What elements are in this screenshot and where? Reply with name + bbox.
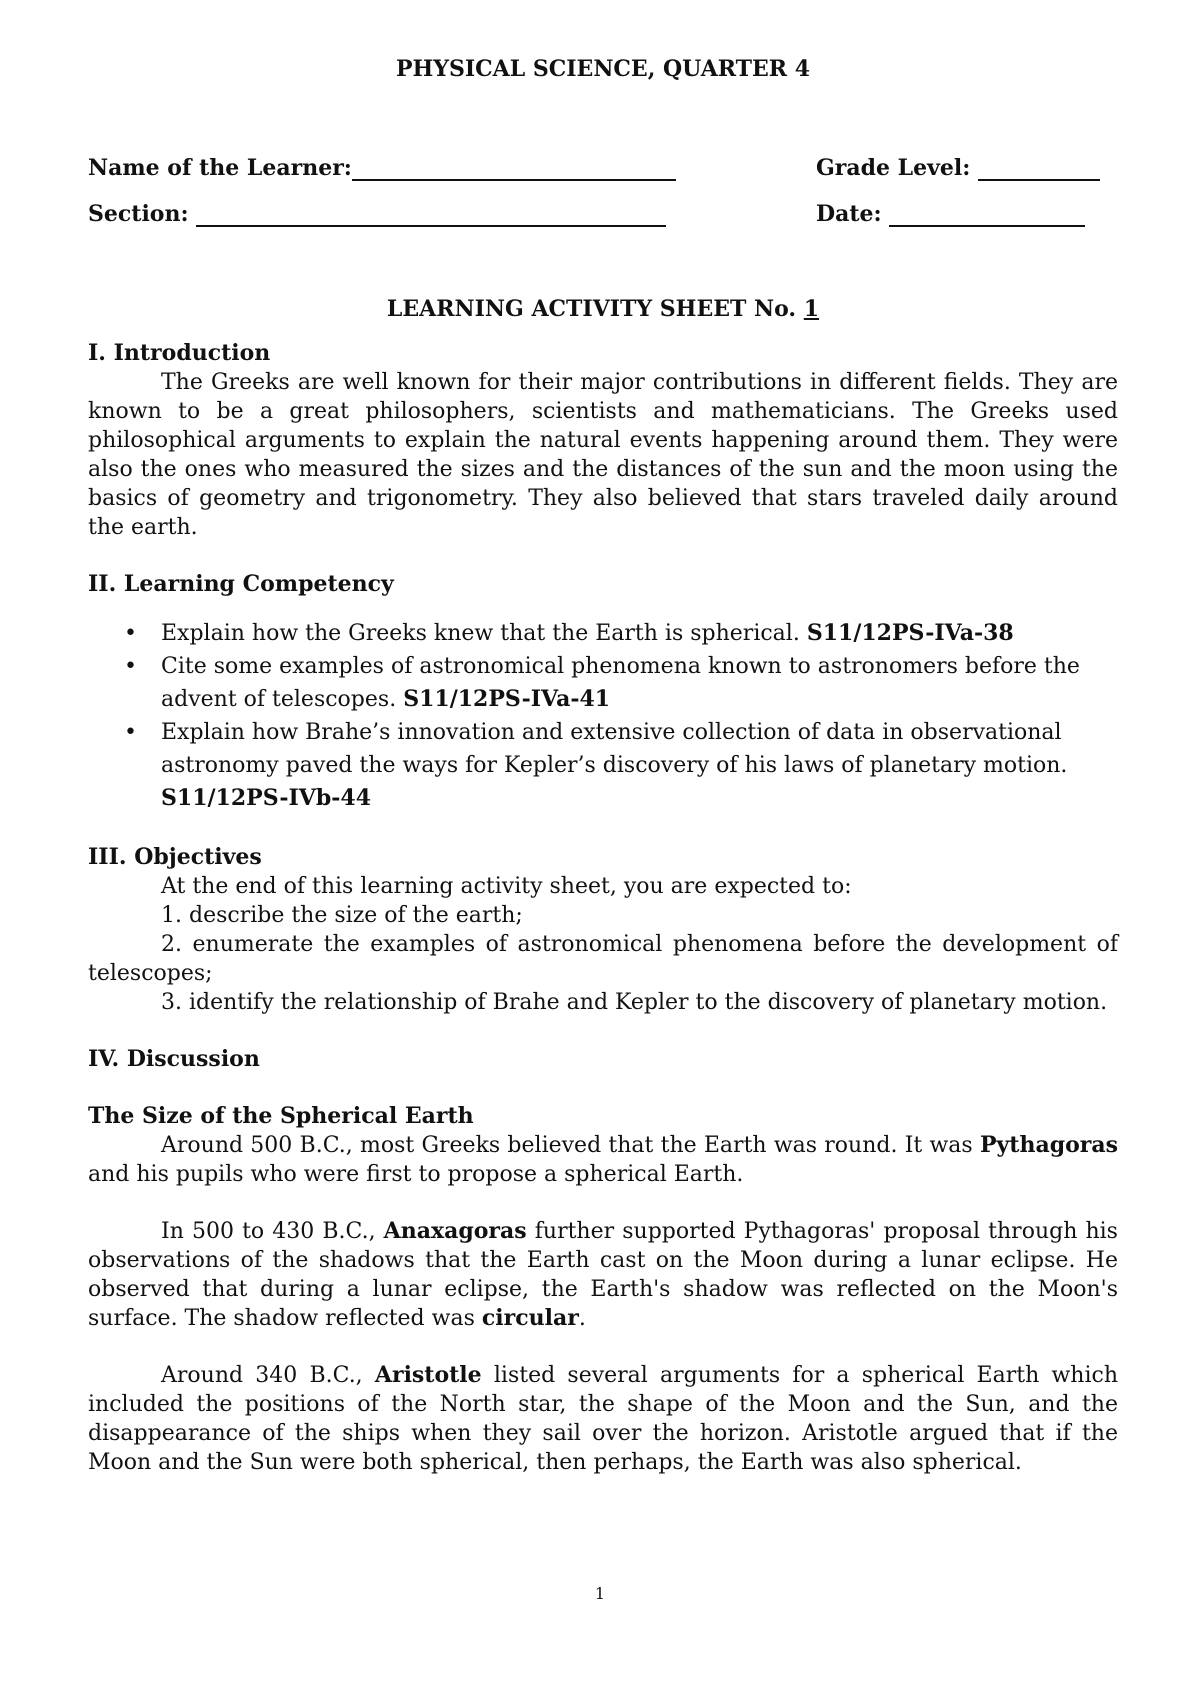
competency-list (88, 617, 1118, 815)
paragraph-text: . (578, 1306, 586, 1331)
document-body (88, 339, 1118, 1477)
paragraph-text: further supported Pythagoras' proposal through his observations of the shadows that the Earth cast on the Moon during a lunar eclipse. He observed that during a lunar eclipse, the Earth's shadow was reflected on the Moon's surface. The shadow reflected was (88, 1219, 1118, 1331)
list-item (88, 716, 1118, 815)
competency-code: S11/12PS-IVa-38 (806, 620, 1014, 646)
learner-name-label: Name of the Learner: (88, 155, 352, 181)
discussion-paragraph-3 (88, 1361, 1118, 1477)
discussion-paragraph-1 (88, 1131, 1118, 1189)
paragraph-text: Around 340 B.C., (161, 1363, 363, 1388)
paragraph-text: and his pupils who were first to propose a spherical Earth. (88, 1162, 744, 1187)
objective-item: 1. describe the size of the earth; (161, 903, 523, 928)
list-item (88, 650, 1118, 716)
section-label: Section: (88, 201, 189, 227)
bullet-icon: • (124, 720, 137, 745)
objective-item: 3. identify the relationship of Brahe and Kepler to the discovery of planetary motion. (161, 990, 1108, 1015)
learner-name-blank (352, 155, 676, 181)
document-title: PHYSICAL SCIENCE, QUARTER 4 (395, 56, 811, 82)
competency-text: Explain how Brahe’s innovation and extensive collection of data in observational astronomy paved the ways for Kepler’s discovery of his laws of planetary motion. (161, 720, 1068, 778)
page-number: 1 (594, 1584, 606, 1603)
introduction-heading: I. Introduction (88, 340, 271, 366)
date-field (816, 201, 1085, 227)
paragraph-text: Around 500 B.C., most Greeks believed that the Earth was round. It was (161, 1133, 973, 1158)
learner-name-field (88, 155, 676, 181)
date-label: Date: (816, 201, 882, 227)
section-field (88, 201, 666, 227)
competency-code: S11/12PS-IVb-44 (161, 785, 372, 811)
bullet-icon: • (124, 621, 137, 646)
sheet-title-prefix: LEARNING ACTIVITY SHEET No. (386, 296, 797, 322)
competency-heading: II. Learning Competency (88, 571, 394, 597)
objectives-intro: At the end of this learning activity sheet, you are expected to: (161, 874, 852, 899)
competency-text: Cite some examples of astronomical phenomena known to astronomers before the advent of telescopes. (161, 654, 1080, 712)
discussion-heading: IV. Discussion (88, 1046, 260, 1072)
discussion-paragraph-2 (88, 1217, 1118, 1333)
paragraph-text: listed several arguments for a spherical Earth which included the positions of the North star, the shape of the Moon and the Sun, and the disappearance of the ships when they sail over the horizon. Aristotle argued that if the Moon and the Sun were both spherical, then perhaps, the Earth was also spherical. (88, 1363, 1118, 1475)
competency-text: Explain how the Greeks knew that the Earth is spherical. (161, 621, 800, 646)
competency-code: S11/12PS-IVa-41 (403, 686, 611, 712)
objectives-heading: III. Objectives (88, 844, 262, 870)
emphasis-pythagoras: Pythagoras (979, 1132, 1118, 1158)
introduction-text: The Greeks are well known for their major contributions in different fields. They are known to be a great philosophers, scientists and mathematicians. The Greeks used philosophical arguments to explain the natural events happening around them. They were also the ones who measured the sizes and the distances of the sun and the moon using the basics of geometry and trigonometry. They also believed that stars traveled daily around the earth. (88, 370, 1118, 540)
emphasis-aristotle: Aristotle (374, 1362, 482, 1388)
grade-level-label: Grade Level: (816, 155, 971, 181)
date-blank (889, 201, 1085, 227)
section-blank (196, 201, 666, 227)
sheet-number: 1 (803, 296, 820, 322)
list-item (88, 617, 1118, 650)
paragraph-text: In 500 to 430 B.C., (161, 1219, 376, 1244)
sheet-title (88, 296, 1118, 322)
emphasis-circular: circular (481, 1305, 579, 1331)
grade-level-blank (978, 155, 1100, 181)
emphasis-anaxagoras: Anaxagoras (383, 1218, 527, 1244)
discussion-subheading: The Size of the Spherical Earth (88, 1103, 474, 1129)
objective-item: 2. enumerate the examples of astronomical phenomena before the development of telescopes; (88, 932, 1118, 986)
grade-level-field (816, 155, 1100, 181)
bullet-icon: • (124, 654, 137, 679)
